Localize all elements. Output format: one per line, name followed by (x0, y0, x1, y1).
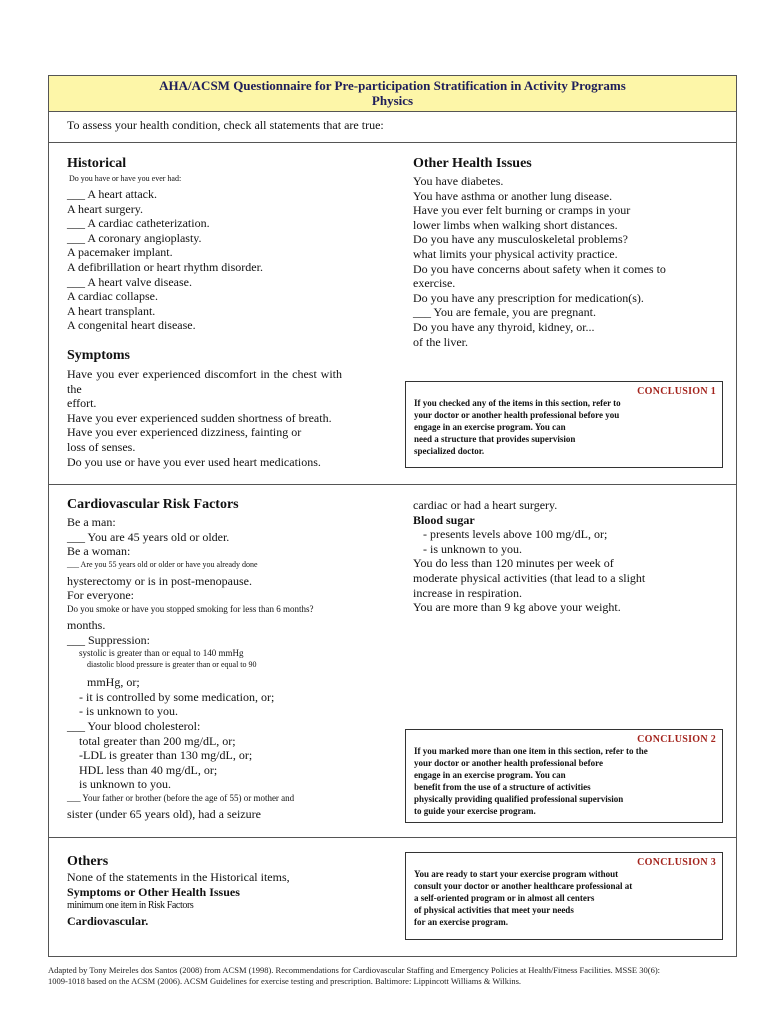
cardio-text: is unknown to you. (79, 777, 172, 792)
cardio-text: sister (under 65 years old), had a seizure (67, 806, 261, 821)
footer-line: Adapted by Tony Meireles dos Santos (2008) from ACSM (1998). Recommendations for Cardiovascular Staffing and Emergency Policies at Health/Fitness Facilities. MSSE 30(6): (48, 965, 661, 975)
historical-list (67, 187, 347, 333)
section-divider (49, 837, 736, 838)
conclusion-1-line: If you checked any of the items in this section, refer to (414, 398, 621, 408)
conclusion-3-text (414, 868, 716, 928)
others-text: Cardiovascular. (67, 913, 149, 928)
symptoms-list (67, 367, 342, 469)
conclusion-1-text (414, 397, 716, 457)
conclusion-3-line: You are ready to start your exercise program without (414, 869, 619, 879)
questionnaire-frame (48, 75, 737, 957)
historical-subtitle: Do you have or have you ever had: (69, 174, 182, 183)
cardio-item[interactable]: ___ Your blood cholesterol: (67, 718, 201, 733)
historical-item[interactable]: ___ A heart valve disease. (67, 274, 192, 289)
historical-item[interactable]: A congenital heart disease. (67, 318, 196, 333)
historical-section (67, 156, 347, 333)
symptoms-section (67, 348, 342, 469)
cardio-right-list (413, 498, 653, 615)
intro-text: To assess your health condition, check all statements that are true: (49, 112, 736, 143)
symptom-item[interactable]: effort. (67, 396, 97, 411)
historical-item[interactable]: A defibrillation or heart rhythm disorder. (67, 259, 263, 274)
cardio-text: Be a woman: (67, 544, 131, 559)
historical-item[interactable]: A heart transplant. (67, 303, 156, 318)
other-health-item[interactable]: of the liver. (413, 334, 468, 349)
cardio-text: - is unknown to you. (79, 704, 178, 719)
others-text: minimum one item in Risk Factors (67, 900, 194, 912)
other-health-item[interactable]: lower limbs when walking short distances. (413, 217, 618, 232)
blood-sugar-item[interactable]: Blood sugar (413, 512, 475, 527)
others-text: None of the statements in the Historical items, (67, 870, 290, 884)
cardio-item[interactable]: ___ Are you 55 years old or older or have you already done (67, 559, 258, 569)
historical-item[interactable]: A cardiac collapse. (67, 289, 158, 304)
conclusion-3-label: CONCLUSION 3 (637, 857, 716, 868)
conclusion-1-box (405, 381, 723, 468)
cardio-text: - presents levels above 100 mg/dL, or; (423, 527, 608, 542)
symptom-item[interactable]: Have you ever experienced discomfort in the chest with the (67, 367, 342, 396)
cardio-text: systolic is greater than or equal to 140 mmHg (79, 648, 244, 659)
conclusion-3-line: consult your doctor or another healthcare professional at (414, 881, 633, 891)
cardio-section (67, 497, 347, 822)
conclusion-2-line: benefit from the use of a structure of activities (414, 782, 591, 792)
other-health-list (413, 174, 678, 349)
other-health-item[interactable]: exercise. (413, 276, 456, 291)
cardio-text: Be a man: (67, 515, 116, 529)
conclusion-2-line: your doctor or another health professional before (414, 758, 603, 768)
conclusion-1-line: specialized doctor. (414, 446, 485, 456)
cardio-text: months. (67, 617, 106, 632)
cardio-text: cardiac or had a heart surgery. (413, 498, 558, 512)
other-health-title: Other Health Issues (413, 156, 532, 171)
cardio-text: For everyone: (67, 588, 134, 603)
symptom-item[interactable]: Do you use or have you ever used heart medications. (67, 454, 321, 469)
conclusion-1-label: CONCLUSION 1 (637, 386, 716, 397)
cardio-right-column (413, 498, 653, 615)
footer-citation (48, 965, 738, 987)
cardio-text: mmHg, or; (87, 675, 140, 690)
activity-item[interactable]: You do less than 120 minutes per week of (413, 556, 614, 571)
other-health-item[interactable]: what limits your physical activity practice. (413, 246, 618, 261)
cardio-text: diastolic blood pressure is greater than or equal to 90 (87, 660, 257, 670)
historical-item[interactable]: A pacemaker implant. (67, 245, 173, 260)
conclusion-3-line: a self-oriented program or in almost all centers (414, 893, 595, 903)
cardio-item[interactable]: ___ Your father or brother (before the age of 55) or mother and (67, 792, 295, 803)
conclusion-2-line: physically providing qualified professional supervision (414, 794, 624, 804)
weight-item[interactable]: You are more than 9 kg above your weight. (413, 600, 621, 615)
others-section (67, 854, 364, 928)
cardio-text: - it is controlled by some medication, or; (79, 689, 275, 704)
conclusion-3-box (405, 852, 723, 940)
other-health-item[interactable]: Do you have any prescription for medication(s). (413, 290, 644, 305)
conclusion-1-line: need a structure that provides supervision (414, 434, 576, 444)
conclusion-2-line: If you marked more than one item in this section, refer to the (414, 746, 648, 756)
cardio-text: -LDL is greater than 130 mg/dL, or; (79, 748, 253, 763)
historical-item[interactable]: ___ A cardiac catheterization. (67, 216, 210, 231)
cardio-text: HDL less than 40 mg/dL, or; (79, 762, 218, 777)
cardio-text: increase in respiration. (413, 585, 522, 600)
historical-item[interactable]: A heart surgery. (67, 201, 143, 216)
cardio-text: moderate physical activities (that lead to a slight (413, 570, 646, 585)
symptoms-title: Symptoms (67, 348, 131, 363)
footer-line: 1009-1018 based on the ACSM (2006). ACSM Guidelines for exercise testing and prescription. Baltimore: Lippincott Williams & Wilkins. (48, 976, 522, 986)
other-health-item[interactable]: Do you have concerns about safety when it comes to (413, 261, 666, 276)
header-subtitle: Physics (371, 93, 414, 108)
cardio-text: hysterectomy or is in post-menopause. (67, 573, 252, 588)
other-health-section (413, 156, 678, 349)
conclusion-1-line: your doctor or another health professional before you (414, 410, 620, 420)
cardio-text: total greater than 200 mg/dL, or; (79, 733, 236, 748)
header-title: AHA/ACSM Questionnaire for Pre-participation Stratification in Activity Programs (159, 78, 626, 93)
cardio-item[interactable]: ___ Suppression: (67, 632, 151, 647)
historical-item[interactable]: ___ A coronary angioplasty. (67, 230, 202, 245)
others-title: Others (67, 854, 109, 869)
cardio-title: Cardiovascular Risk Factors (67, 497, 239, 512)
other-health-item[interactable]: You have diabetes. (413, 174, 504, 188)
other-health-item[interactable]: Have you ever felt burning or cramps in your (413, 203, 631, 218)
other-health-item[interactable]: ___ You are female, you are pregnant. (413, 305, 596, 320)
cardio-list (67, 515, 347, 822)
conclusion-1-line: engage in an exercise program. You can (414, 422, 566, 432)
questionnaire-header (49, 76, 736, 112)
cardio-item[interactable]: Do you smoke or have you stopped smoking for less than 6 months? (67, 603, 314, 614)
conclusion-2-text (414, 745, 716, 817)
others-list (67, 870, 364, 928)
symptom-item[interactable]: loss of senses. (67, 439, 136, 454)
cardio-text: - is unknown to you. (423, 541, 522, 556)
others-text: Symptoms or Other Health Issues (67, 884, 240, 899)
other-health-item[interactable]: Do you have any thyroid, kidney, or... (413, 319, 595, 334)
conclusion-3-line: of physical activities that meet your needs (414, 905, 574, 915)
conclusion-2-label: CONCLUSION 2 (637, 734, 716, 745)
conclusion-2-line: to guide your exercise program. (414, 806, 536, 816)
conclusion-3-line: for an exercise program. (414, 917, 508, 927)
historical-title: Historical (67, 156, 127, 171)
historical-item[interactable]: ___ A heart attack. (67, 187, 157, 201)
other-health-item[interactable]: Do you have any musculoskeletal problems? (413, 232, 628, 247)
symptom-item[interactable]: Have you ever experienced dizziness, fainting or (67, 425, 302, 440)
other-health-item[interactable]: You have asthma or another lung disease. (413, 188, 613, 203)
section-divider (49, 484, 736, 485)
symptom-item[interactable]: Have you ever experienced sudden shortness of breath. (67, 410, 332, 425)
conclusion-2-box (405, 729, 723, 823)
cardio-item[interactable]: ___ You are 45 years old or older. (67, 529, 230, 544)
conclusion-2-line: engage in an exercise program. You can (414, 770, 566, 780)
